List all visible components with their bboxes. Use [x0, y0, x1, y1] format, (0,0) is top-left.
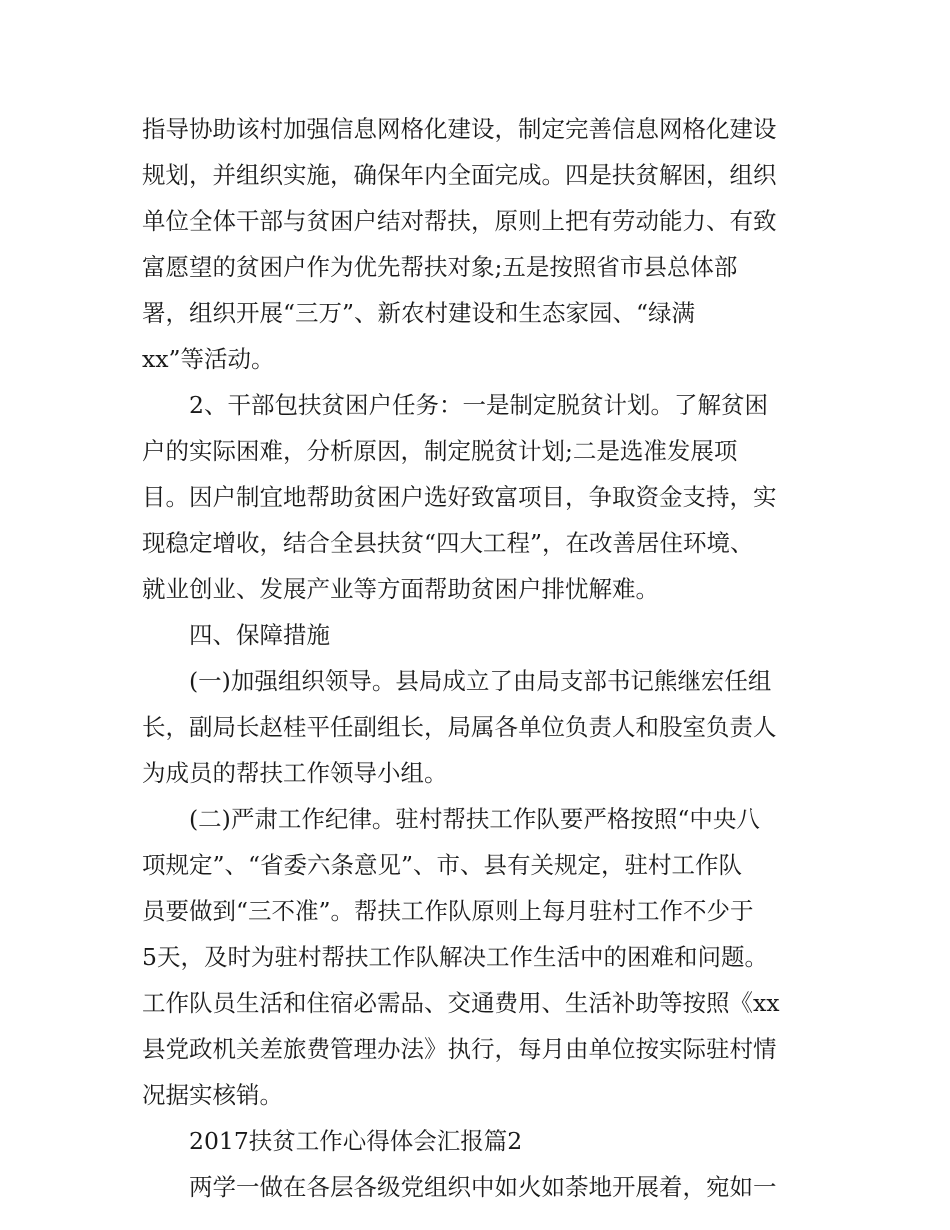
paragraph-start: 2、干部包扶贫困户任务：一是制定脱贫计划。了解贫困: [189, 391, 768, 419]
text-line: 员要做到“三不准”。帮扶工作队原则上每月驻村工作不少于: [142, 897, 754, 925]
text-line: 规划，并组织实施，确保年内全面完成。四是扶贫解困，组织: [142, 161, 777, 189]
text-line: 长，副局长赵桂平任副组长，局属各单位负责人和股室负责人: [142, 713, 777, 741]
text-line: 户的实际困难，分析原因，制定脱贫计划;二是选准发展项: [142, 437, 738, 465]
text-line: 项规定”、“省委六条意见”、市、县有关规定，驻村工作队: [142, 851, 743, 879]
paragraph-start: (一)加强组织领导。县局成立了由局支部书记熊继宏任组: [189, 667, 772, 695]
section-heading: 四、保障措施: [189, 621, 330, 649]
text-line: 现稳定增收，结合全县扶贫“四大工程”，在改善居住环境、: [142, 529, 754, 557]
text-line: 况据实核销。: [142, 1081, 283, 1109]
article-title: 2017扶贫工作心得体会汇报篇2: [189, 1127, 523, 1155]
text-line: 就业创业、发展产业等方面帮助贫困户排忧解难。: [142, 575, 659, 603]
paragraph-start: (二)严肃工作纪律。驻村帮扶工作队要严格按照“中央八: [189, 805, 760, 833]
text-line: xx”等活动。: [142, 345, 275, 373]
text-line: 指导协助该村加强信息网格化建设，制定完善信息网格化建设: [142, 115, 777, 143]
text-line: 目。因户制宜地帮助贫困户选好致富项目，争取资金支持，实: [142, 483, 777, 511]
text-line: 县党政机关差旅费管理办法》执行，每月由单位按实际驻村情: [142, 1035, 777, 1063]
text-line: 富愿望的贫困户作为优先帮扶对象;五是按照省市县总体部: [142, 253, 738, 281]
text-line: 为成员的帮扶工作领导小组。: [142, 759, 448, 787]
text-line: 5天，及时为驻村帮扶工作队解决工作生活中的困难和问题。: [142, 943, 768, 971]
text-line: 单位全体干部与贫困户结对帮扶，原则上把有劳动能力、有致: [142, 207, 777, 235]
text-line: 工作队员生活和住宿必需品、交通费用、生活补助等按照《xx: [142, 989, 780, 1017]
document-body: [142, 106, 822, 1210]
paragraph-start: 两学一做在各层各级党组织中如火如荼地开展着，宛如一: [189, 1173, 777, 1201]
text-line: 署，组织开展“三万”、新农村建设和生态家园、“绿满: [142, 299, 696, 327]
